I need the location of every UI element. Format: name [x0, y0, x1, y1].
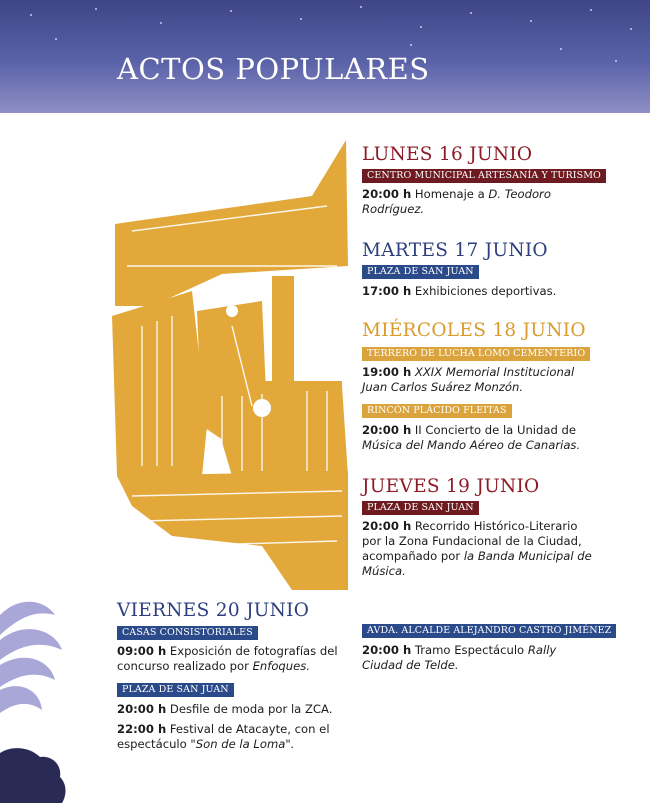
event-highlight: Música del Mando Aéreo de Canarias. [362, 438, 581, 452]
event-text: Festival de Atacayte, con el espectáculo [117, 722, 330, 751]
event-text: Exposición de fotografías del concurso realizado por [117, 644, 338, 673]
event-text: Homenaje a [414, 187, 485, 201]
event-time: 20:00 h [362, 643, 412, 657]
event-time: 20:00 h [362, 519, 412, 533]
day-title-viernes: VIERNES 20 JUNIO [117, 600, 310, 621]
header-banner [0, 0, 650, 113]
event-item [362, 187, 602, 217]
event-item [362, 519, 597, 579]
event-item [362, 423, 602, 453]
event-time: 20:00 h [362, 423, 412, 437]
event-time: 09:00 h [117, 644, 167, 658]
event-item [362, 643, 597, 673]
event-text: Tramo Espectáculo [414, 643, 525, 657]
venue-tag: PLAZA DE SAN JUAN [362, 501, 479, 515]
venue-tag: AVDA. ALCALDE ALEJANDRO CASTRO JIMÉNEZ [362, 624, 616, 638]
event-text: II Concierto de la Unidad de [414, 423, 577, 437]
event-highlight: la Banda Municipal de Música. [362, 549, 592, 578]
page-title: ACTOS POPULARES [117, 52, 430, 86]
balcony-illustration [112, 126, 352, 590]
event-time: 20:00 h [362, 187, 412, 201]
event-time: 17:00 h [362, 284, 412, 298]
venue-tag: CENTRO MUNICIPAL ARTESANÍA Y TURISMO [362, 169, 606, 183]
dark-blob-decoration [0, 745, 70, 803]
event-text: Desfile de moda por la ZCA. [169, 702, 333, 716]
event-text: Exhibiciones deportivas. [414, 284, 557, 298]
event-item [117, 702, 347, 717]
day-title-jueves: JUEVES 19 JUNIO [362, 476, 540, 497]
event-item [362, 365, 602, 395]
day-title-lunes: LUNES 16 JUNIO [362, 144, 533, 165]
event-highlight: XXIX Memorial Institucional Juan Carlos Suárez Monzón. [362, 365, 575, 394]
event-time: 20:00 h [117, 702, 167, 716]
palm-leaf-decoration [0, 595, 70, 725]
day-title-miercoles: MIÉRCOLES 18 JUNIO [362, 320, 586, 341]
day-title-martes: MARTES 17 JUNIO [362, 240, 548, 261]
event-time: 19:00 h [362, 365, 412, 379]
event-text: Recorrido Histórico-Literario por la Zona Fundacional de la Ciudad, acompañado por [362, 519, 582, 563]
event-time: 22:00 h [117, 722, 167, 736]
event-item [117, 722, 347, 752]
venue-tag: RINCÓN PLÁCIDO FLEITAS [362, 404, 512, 418]
venue-tag: PLAZA DE SAN JUAN [362, 265, 479, 279]
event-highlight: Rally Ciudad de Telde. [362, 643, 557, 672]
event-highlight: "Son de la Loma". [190, 737, 295, 751]
event-highlight: D. Teodoro Rodríguez. [362, 187, 551, 216]
event-item [362, 284, 602, 299]
event-item [117, 644, 347, 674]
venue-tag: CASAS CONSISTORIALES [117, 626, 258, 640]
venue-tag: PLAZA DE SAN JUAN [117, 683, 234, 697]
event-highlight: Enfoques. [252, 659, 310, 673]
venue-tag: TERRERO DE LUCHA LOMO CEMENTERIO [362, 347, 590, 361]
